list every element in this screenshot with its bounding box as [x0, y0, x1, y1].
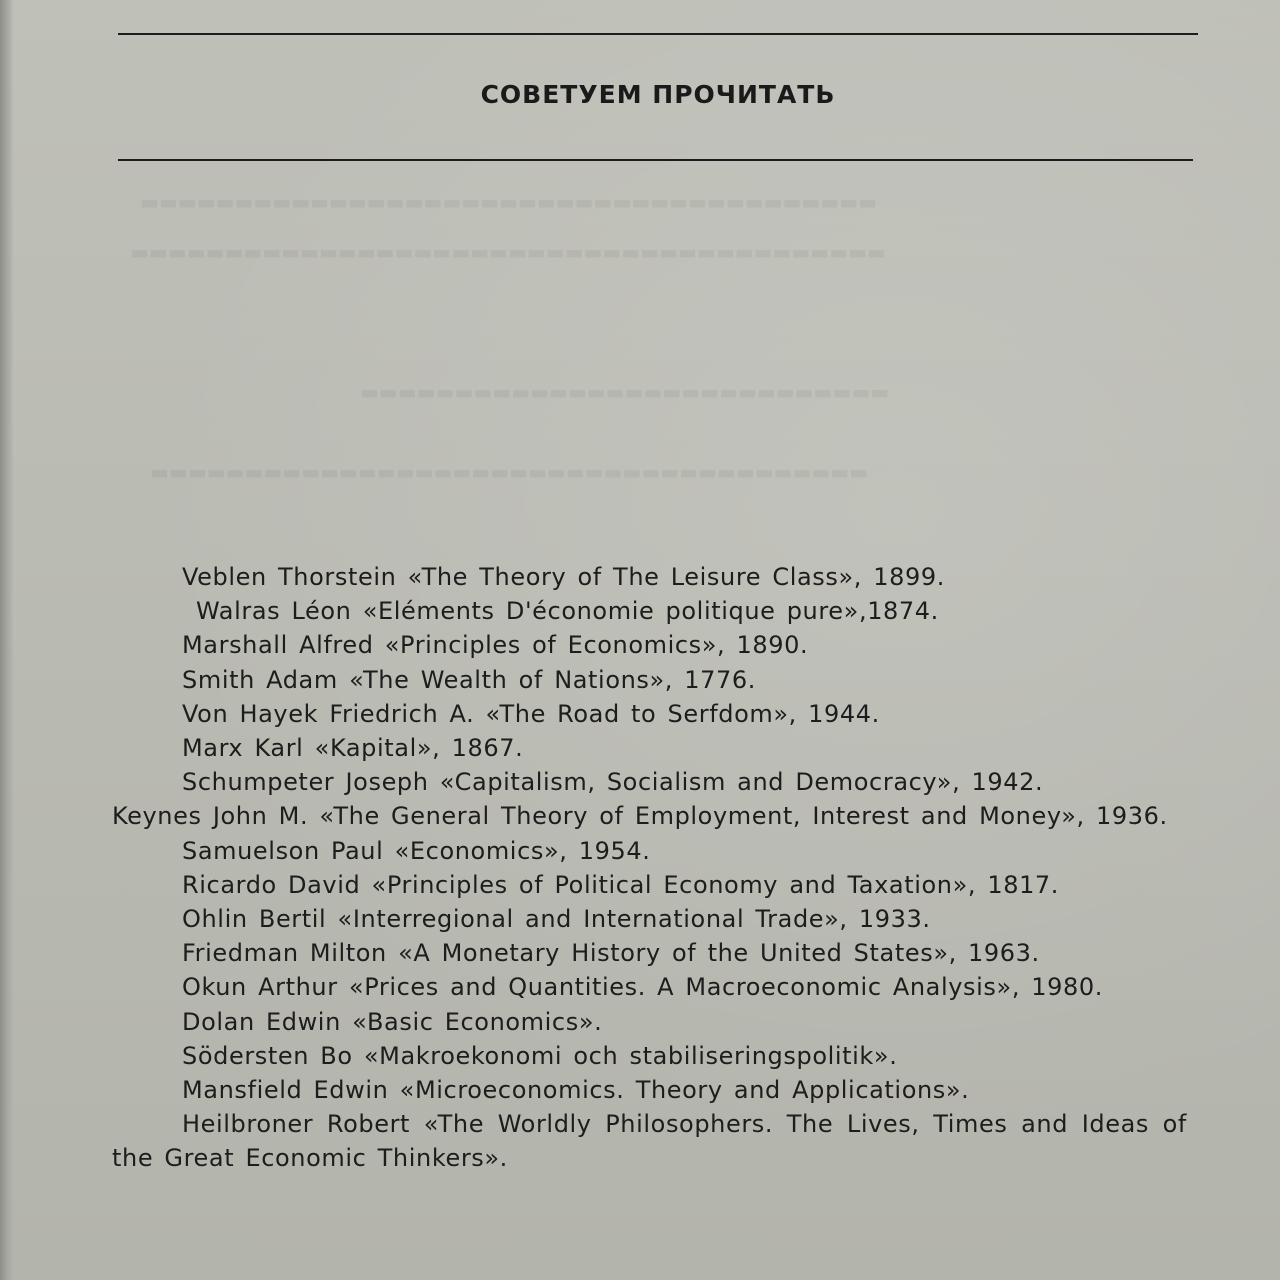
- top-rule: [118, 33, 1198, 35]
- section-heading: СОВЕТУЕМ ПРОЧИТАТЬ: [480, 80, 836, 109]
- reference-item: Schumpeter Joseph «Capitalism, Socialism and Democracy», 1942.: [182, 768, 1044, 797]
- show-through-text: ▬▬▬▬▬▬▬▬▬▬▬▬▬▬▬▬▬▬▬▬▬▬▬▬▬▬▬▬▬▬▬▬▬▬▬▬▬▬▬: [140, 190, 877, 214]
- reference-item: Von Hayek Friedrich A. «The Road to Serfdom», 1944.: [182, 699, 880, 728]
- reference-item: Ricardo David «Principles of Political Economy and Taxation», 1817.: [182, 870, 1060, 899]
- show-through-text: ▬▬▬▬▬▬▬▬▬▬▬▬▬▬▬▬▬▬▬▬▬▬▬▬▬▬▬▬: [360, 380, 890, 404]
- reference-item: Friedman Milton «A Monetary History of the United States», 1963.: [182, 939, 1040, 968]
- bottom-rule: [118, 159, 1193, 161]
- reference-item: Okun Arthur «Prices and Quantities. A Macroeconomic Analysis», 1980.: [182, 973, 1103, 1002]
- reference-item: Keynes John M. «The General Theory of Employment, Interest and Money», 1936.: [112, 802, 1168, 831]
- reference-item: Marshall Alfred «Principles of Economics», 1890.: [182, 631, 809, 660]
- reference-item: Samuelson Paul «Economics», 1954.: [182, 836, 651, 865]
- page-binding-edge: [0, 0, 14, 1280]
- reference-item: Heilbroner Robert «The Worldly Philosophers. The Lives, Times and Ideas of the Great Economic Thinkers».: [112, 1110, 1187, 1173]
- reading-list: [112, 560, 1187, 1176]
- reference-item: Dolan Edwin «Basic Economics».: [182, 1007, 603, 1036]
- reference-item: Marx Karl «Kapital», 1867.: [182, 734, 524, 763]
- show-through-text: ▬▬▬▬▬▬▬▬▬▬▬▬▬▬▬▬▬▬▬▬▬▬▬▬▬▬▬▬▬▬▬▬▬▬▬▬▬▬: [150, 460, 869, 484]
- reference-item: Veblen Thorstein «The Theory of The Leisure Class», 1899.: [182, 563, 945, 591]
- reference-item: Mansfield Edwin «Microeconomics. Theory and Applications».: [182, 1076, 970, 1105]
- show-through-text: ▬▬▬▬▬▬▬▬▬▬▬▬▬▬▬▬▬▬▬▬▬▬▬▬▬▬▬▬▬▬▬▬▬▬▬▬▬▬▬▬: [130, 240, 886, 264]
- reference-item: Walras Léon «Eléments D'économie politique pure»,1874.: [196, 597, 939, 626]
- reference-item: Södersten Bo «Makroekonomi och stabiliseringspolitik».: [182, 1041, 898, 1070]
- reference-item: Smith Adam «The Wealth of Nations», 1776.: [182, 665, 756, 694]
- reference-item: Ohlin Bertil «Interregional and International Trade», 1933.: [182, 905, 931, 934]
